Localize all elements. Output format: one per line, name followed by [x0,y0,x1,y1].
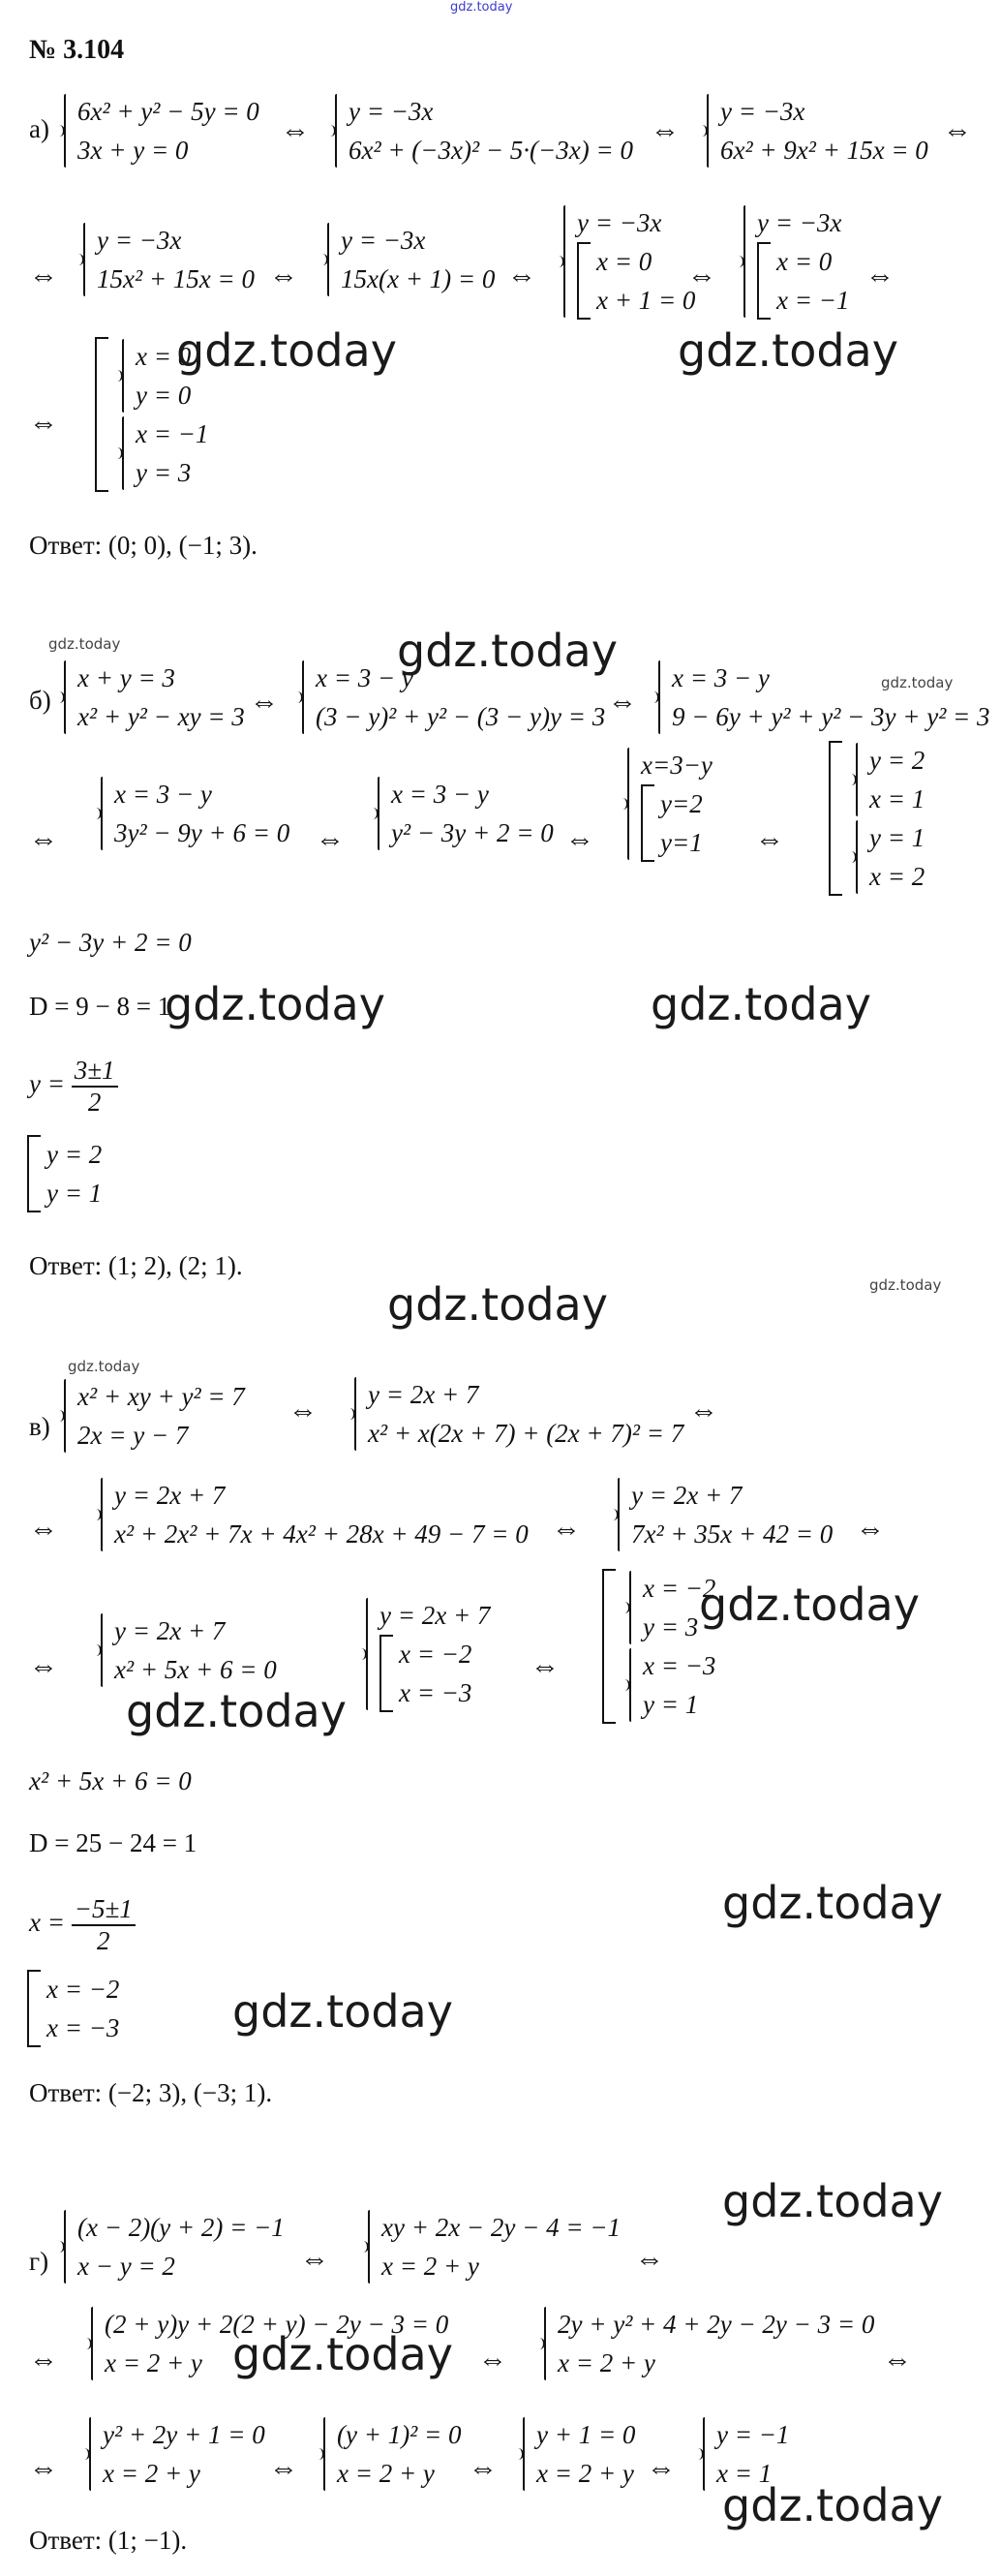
part-v-label: в) [29,1412,50,1441]
watermark: gdz.today [699,1579,920,1631]
watermark: gdz.today [651,978,871,1030]
equivalence-arrow: ⇔ [316,823,345,855]
part-b-roots: y = 2 y = 1 [27,1135,102,1212]
equivalence-arrow: ⇔ [250,686,279,718]
part-b-label: б) [29,686,51,715]
equivalence-arrow: ⇔ [29,407,58,439]
equivalence-arrow: ⇔ [552,1513,581,1545]
part-v-system-6: y = 2x + 7 x = −2 x = −3 [358,1596,490,1712]
part-g-system-2: xy + 2x − 2y − 4 = −1 x = 2 + y [360,2208,621,2285]
part-b-system-5: x = 3 − y y² − 3y + 2 = 0 [370,775,554,852]
part-a-system-8: x = 0 y = 0 x = −1 y = 3 [95,337,208,492]
equivalence-arrow: ⇔ [755,823,784,855]
equivalence-arrow: ⇔ [29,2452,58,2484]
part-g-system-4: 2y + y² + 4 + 2y − 2y − 3 = 0 x = 2 + y [536,2305,874,2382]
watermark: gdz.today [68,1358,140,1375]
watermark: gdz.today [722,2479,943,2531]
part-v-system-4: y = 2x + 7 7x² + 35x + 42 = 0 [610,1476,833,1553]
part-a-label: а) [29,114,49,143]
equivalence-arrow: ⇔ [29,2344,58,2376]
equivalence-arrow: ⇔ [865,260,895,291]
equivalence-arrow: ⇔ [943,114,972,146]
equivalence-arrow: ⇔ [478,2344,507,2376]
equivalence-arrow: ⇔ [635,2243,664,2275]
equivalence-arrow: ⇔ [29,1513,58,1545]
part-b-system-1: x + y = 3 x² + y² − xy = 3 [56,659,245,736]
equivalence-arrow: ⇔ [856,1513,885,1545]
site-tag: gdz.today [450,0,513,15]
equivalence-arrow: ⇔ [565,823,594,855]
part-a-answer: Ответ: (0; 0), (−1; 3). [29,531,258,560]
equivalence-arrow: ⇔ [469,2452,498,2484]
part-v-equation: x² + 5x + 6 = 0 [29,1766,192,1795]
part-g-system-1: (x − 2)(y + 2) = −1 x − y = 2 [56,2208,285,2285]
equivalence-arrow: ⇔ [288,1395,318,1426]
part-v-answer: Ответ: (−2; 3), (−3; 1). [29,2078,273,2107]
part-a-system-4: y = −3x 15x² + 15x = 0 [76,221,255,298]
part-b-answer: Ответ: (1; 2), (2; 1). [29,1251,243,1280]
part-v-discriminant: D = 25 − 24 = 1 [29,1828,197,1857]
equivalence-arrow: ⇔ [29,260,58,291]
watermark: gdz.today [678,324,898,377]
equivalence-arrow: ⇔ [269,260,298,291]
part-b-system-4: x = 3 − y 3y² − 9y + 6 = 0 [93,775,289,852]
part-g-system-7: y + 1 = 0 x = 2 + y [515,2415,635,2493]
equivalence-arrow: ⇔ [269,2452,298,2484]
watermark: gdz.today [881,674,954,691]
watermark: gdz.today [232,2328,453,2380]
part-b-system-3: x = 3 − y 9 − 6y + y² + y² − 3y + y² = 3 [651,659,990,736]
equivalence-arrow: ⇔ [689,1395,718,1426]
watermark: gdz.today [722,2175,943,2227]
watermark: gdz.today [165,978,385,1030]
part-a-system-5: y = −3x 15x(x + 1) = 0 [319,221,495,298]
equivalence-arrow: ⇔ [608,686,637,718]
part-a-system-7: y = −3x x = 0 x = −1 [736,203,849,320]
part-b-discriminant: D = 9 − 8 = 1 [29,992,171,1021]
part-v-root-formula: x = $\frac{-5\pm 1}{2}$ [29,1894,136,1956]
watermark: gdz.today [387,1278,608,1331]
part-v-system-7: x = −2 y = 3 x = −3 y = 1 [602,1569,715,1724]
problem-number: № 3.104 [29,35,125,65]
watermark: gdz.today [722,1877,943,1929]
part-g-system-3: (2 + y)y + 2(2 + y) − 2y − 3 = 0 x = 2 + y [83,2305,448,2382]
equivalence-arrow: ⇔ [281,114,310,146]
part-b-equation: y² − 3y + 2 = 0 [29,928,192,957]
part-a-system-3: y = −3x 6x² + 9x² + 15x = 0 [699,92,928,169]
part-g-system-8: y = −1 x = 1 [695,2415,789,2493]
equivalence-arrow: ⇔ [883,2344,912,2376]
part-b-system-2: x = 3 − y (3 − y)² + y² − (3 − y)y = 3 [294,659,605,736]
part-g-system-5: y² + 2y + 1 = 0 x = 2 + y [81,2415,265,2493]
part-b-root-formula: y = $\frac{3\pm 1}{2}$ [29,1056,118,1118]
watermark: gdz.today [176,324,397,377]
part-v-system-3: y = 2x + 7 x² + 2x² + 7x + 4x² + 28x + 49 − 7 = 0 [93,1476,529,1553]
equivalence-arrow: ⇔ [651,114,680,146]
watermark: gdz.today [232,1985,453,2038]
equivalence-arrow: ⇔ [687,260,716,291]
equivalence-arrow: ⇔ [647,2452,676,2484]
equivalence-arrow: ⇔ [507,260,536,291]
part-v-system-5: y = 2x + 7 x² + 5x + 6 = 0 [93,1611,277,1689]
equivalence-arrow: ⇔ [300,2243,329,2275]
part-v-roots: x = −2 x = −3 [27,1970,119,2047]
watermark: gdz.today [397,625,618,677]
part-g-label: г) [29,2247,49,2276]
part-a-system-2: y = −3x 6x² + (−3x)² − 5·(−3x) = 0 [327,92,633,169]
equivalence-arrow: ⇔ [29,1650,58,1682]
part-a-system-6: y = −3x x = 0 x + 1 = 0 [556,203,695,320]
part-b-system-6: x=3−y y=2 y=1 [620,746,713,862]
watermark: gdz.today [48,635,121,653]
part-g-system-6: (y + 1)² = 0 x = 2 + y [316,2415,462,2493]
watermark: gdz.today [126,1685,347,1737]
part-g-answer: Ответ: (1; −1). [29,2526,188,2555]
part-a-system-1: 6x² + y² − 5y = 0 3x + y = 0 [56,92,259,169]
part-b-system-7: y = 2 x = 1 y = 1 x = 2 [829,741,925,896]
watermark: gdz.today [869,1276,942,1294]
part-v-system-2: y = 2x + 7 x² + x(2x + 7) + (2x + 7)² = 7 [347,1375,683,1453]
equivalence-arrow: ⇔ [531,1650,560,1682]
equivalence-arrow: ⇔ [29,823,58,855]
part-v-system-1: x² + xy + y² = 7 2x = y − 7 [56,1377,245,1455]
